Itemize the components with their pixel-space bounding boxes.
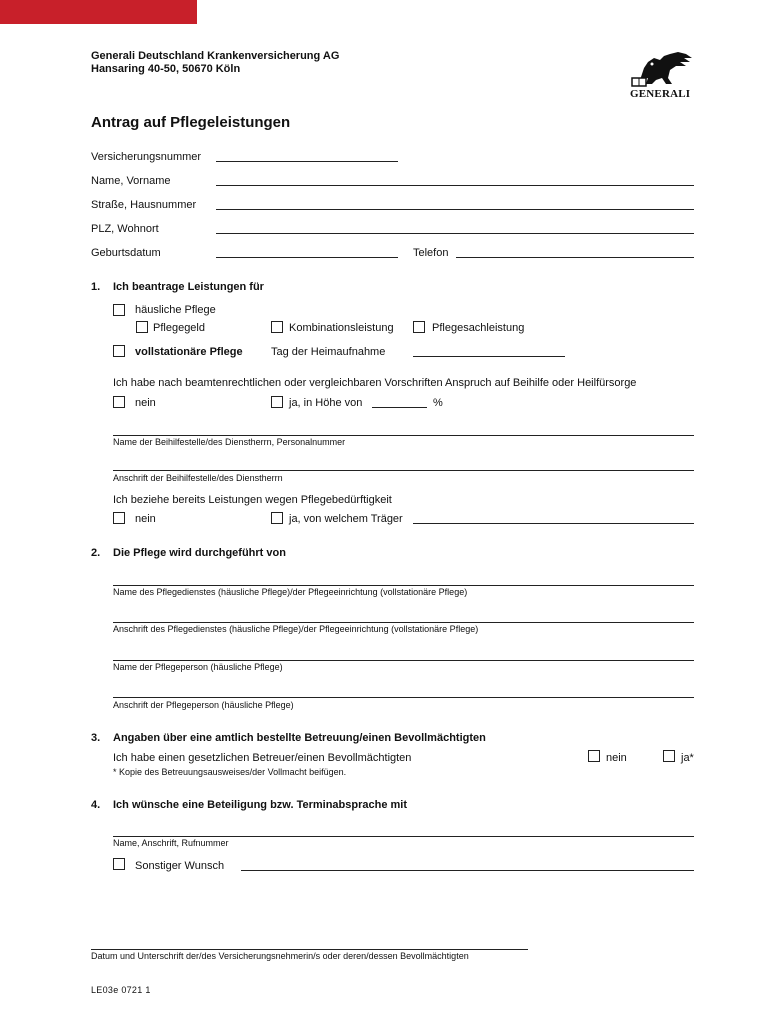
contact-label: Name, Anschrift, Rufnummer	[113, 838, 229, 848]
care-money-checkbox[interactable]	[136, 321, 148, 333]
guardian-note: * Kopie des Betreuungsausweises/der Vollmacht beifügen.	[113, 767, 347, 777]
aid-question: Ich habe nach beamtenrechtlichen oder vergleichbaren Vorschriften Anspruch auf Beihilfe oder Heilfürsorge	[113, 377, 637, 389]
section3-heading: Angaben über eine amtlich bestellte Betreuung/einen Bevollmächtigten	[113, 732, 486, 744]
provider-field[interactable]	[413, 523, 694, 524]
home-care-label: häusliche Pflege	[135, 304, 216, 316]
name-field[interactable]	[216, 185, 694, 186]
name-label: Name, Vorname	[91, 175, 171, 187]
street-field[interactable]	[216, 209, 694, 210]
section1-heading: Ich beantrage Leistungen für	[113, 281, 264, 293]
existing-benefits-question: Ich beziehe bereits Leistungen wegen Pflegebedürftigkeit	[113, 494, 392, 506]
page-title: Antrag auf Pflegeleistungen	[91, 114, 291, 131]
section4-heading: Ich wünsche eine Beteiligung bzw. Terminabsprache mit	[113, 799, 408, 811]
other-wish-label: Sonstiger Wunsch	[135, 860, 225, 872]
care-money-label: Pflegegeld	[153, 322, 205, 334]
inpatient-label: vollstationäre Pflege	[135, 346, 243, 358]
section1-number: 1.	[91, 281, 101, 293]
city-field[interactable]	[216, 233, 694, 234]
benefits-yes-label: ja, von welchem Träger	[289, 513, 403, 525]
service-name-label: Name des Pflegedienstes (häusliche Pflege)/der Pflegeeinrichtung (vollstationäre Pflege)	[113, 587, 468, 597]
street-label: Straße, Hausnummer	[91, 199, 197, 211]
other-wish-checkbox[interactable]	[113, 858, 125, 870]
inpatient-checkbox[interactable]	[113, 345, 125, 357]
form-code: LE03e 0721 1	[91, 985, 151, 995]
guardian-no-label: nein	[606, 752, 627, 764]
aid-no-label: nein	[135, 397, 156, 409]
section3-number: 3.	[91, 732, 101, 744]
benefits-yes-checkbox[interactable]	[271, 512, 283, 524]
admission-day-field[interactable]	[413, 356, 565, 357]
aid-yes-checkbox[interactable]	[271, 396, 283, 408]
caregiver-name-field[interactable]	[113, 660, 694, 661]
section4-number: 4.	[91, 799, 101, 811]
section2-number: 2.	[91, 547, 101, 559]
home-care-checkbox[interactable]	[113, 304, 125, 316]
logo-text: GENERALI	[630, 88, 691, 100]
lion-icon	[630, 50, 696, 88]
caregiver-address-field[interactable]	[113, 697, 694, 698]
aid-percent-field[interactable]	[372, 407, 427, 408]
guardian-question: Ich habe einen gesetzlichen Betreuer/einen Bevollmächtigten	[113, 752, 412, 764]
signature-label: Datum und Unterschrift der/des Versicherungsnehmerin/s oder deren/dessen Bevollmächtigten	[91, 951, 469, 961]
service-name-field[interactable]	[113, 585, 694, 586]
caregiver-address-label: Anschrift der Pflegeperson (häusliche Pflege)	[113, 700, 294, 710]
aid-office-address-label: Anschrift der Beihilfestelle/des Dienstherrn	[113, 473, 283, 483]
aid-no-checkbox[interactable]	[113, 396, 125, 408]
benefits-no-checkbox[interactable]	[113, 512, 125, 524]
company-name: Generali Deutschland Krankenversicherung AG	[91, 50, 340, 62]
birthdate-label: Geburtsdatum	[91, 247, 161, 259]
other-wish-field[interactable]	[241, 870, 694, 871]
percent-sign: %	[433, 397, 443, 409]
combination-checkbox[interactable]	[271, 321, 283, 333]
company-address: Hansaring 40-50, 50670 Köln	[91, 63, 241, 75]
service-address-label: Anschrift des Pflegedienstes (häusliche Pflege)/der Pflegeeinrichtung (vollstationäre Pflege)	[113, 624, 479, 634]
section2-heading: Die Pflege wird durchgeführt von	[113, 547, 286, 559]
aid-office-name-label: Name der Beihilfestelle/des Dienstherrn, Personalnummer	[113, 437, 346, 447]
caregiver-name-label: Name der Pflegeperson (häusliche Pflege)	[113, 662, 283, 672]
contact-field[interactable]	[113, 836, 694, 837]
guardian-yes-checkbox[interactable]	[663, 750, 675, 762]
generali-logo	[630, 50, 696, 102]
benefits-no-label: nein	[135, 513, 156, 525]
brand-bar	[0, 0, 197, 24]
city-label: PLZ, Wohnort	[91, 223, 159, 235]
in-kind-label: Pflegesachleistung	[432, 322, 525, 334]
guardian-yes-label: ja*	[681, 752, 694, 764]
aid-office-name-field[interactable]	[113, 435, 694, 436]
admission-day-label: Tag der Heimaufnahme	[271, 346, 386, 358]
in-kind-checkbox[interactable]	[413, 321, 425, 333]
guardian-no-checkbox[interactable]	[588, 750, 600, 762]
service-address-field[interactable]	[113, 622, 694, 623]
aid-office-address-field[interactable]	[113, 470, 694, 471]
insurance-number-label: Versicherungsnummer	[91, 151, 202, 163]
phone-label: Telefon	[413, 247, 449, 259]
combination-label: Kombinationsleistung	[289, 322, 394, 334]
birthdate-field[interactable]	[216, 257, 398, 258]
signature-field[interactable]	[91, 949, 528, 950]
insurance-number-field[interactable]	[216, 161, 398, 162]
aid-yes-label: ja, in Höhe von	[289, 397, 363, 409]
phone-field[interactable]	[456, 257, 694, 258]
